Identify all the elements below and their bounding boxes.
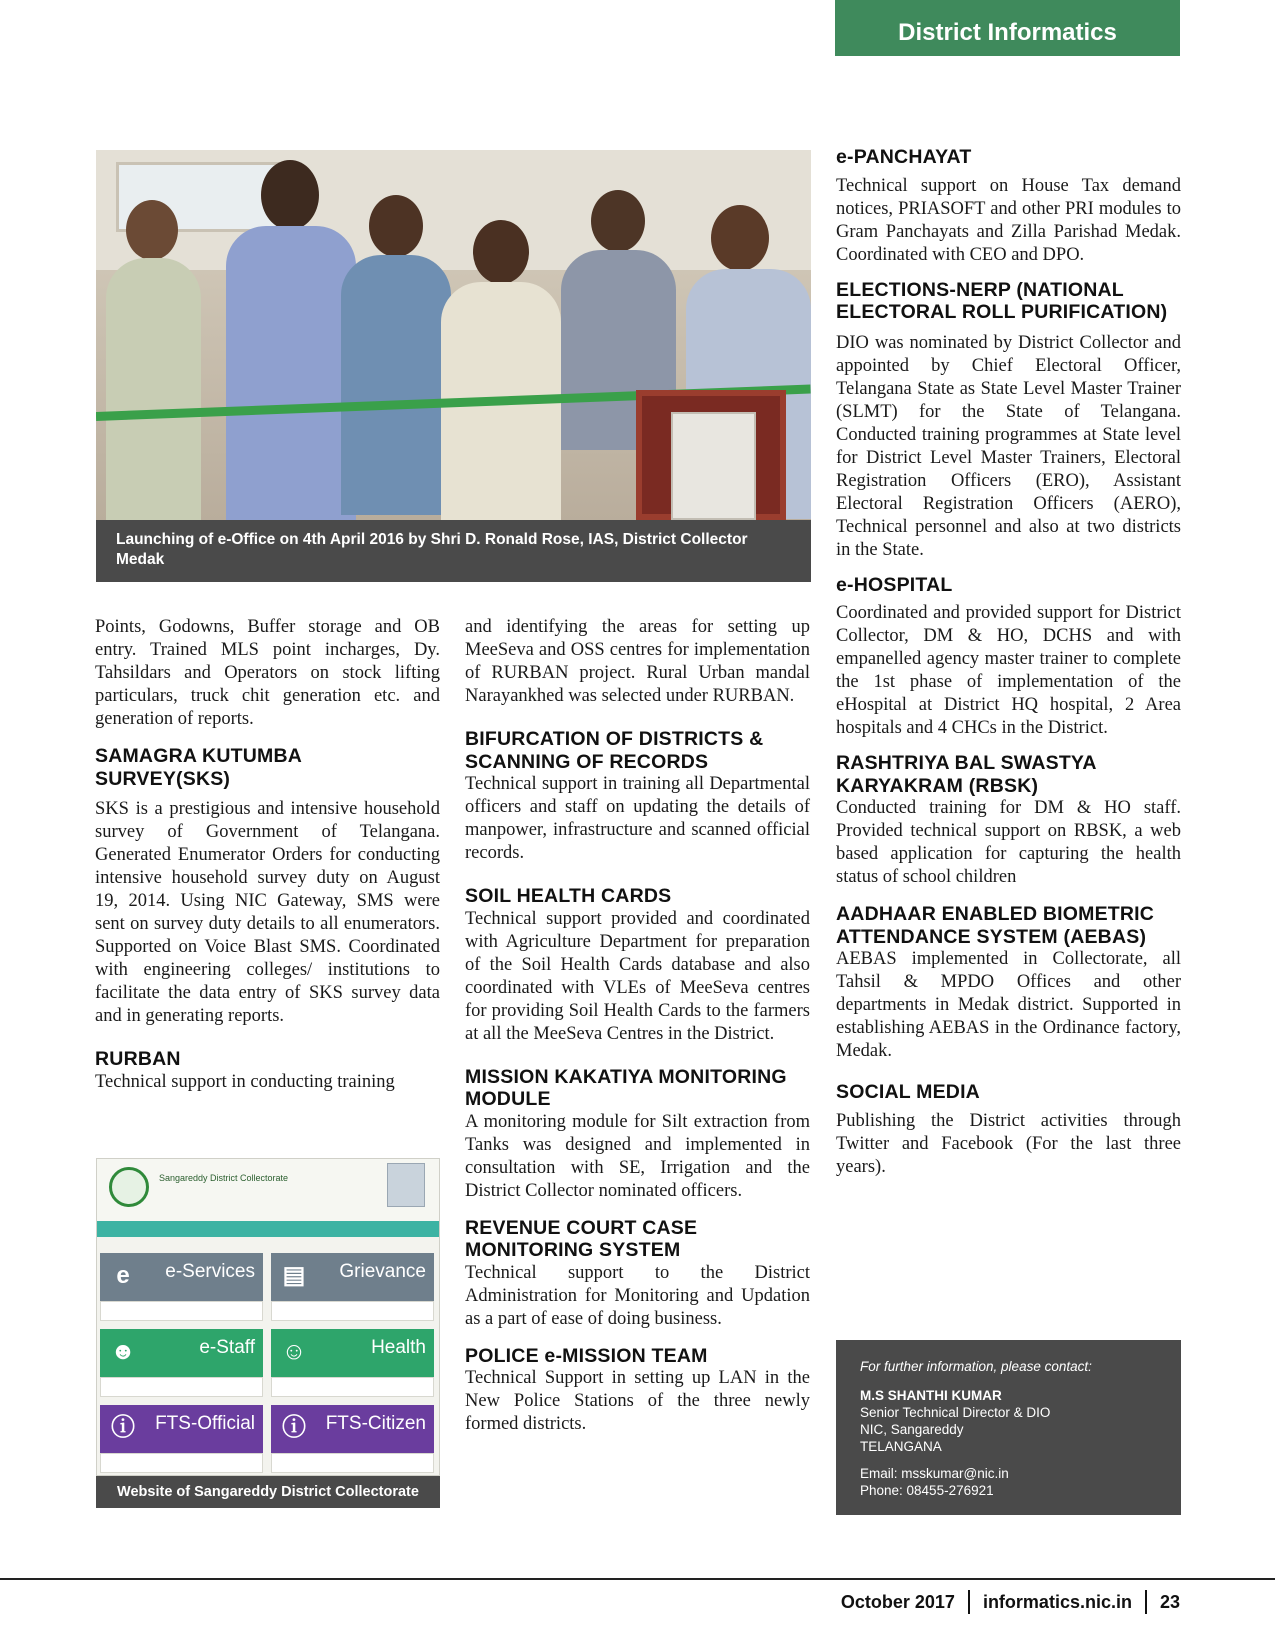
info-icon: ⓘ <box>282 1414 306 1441</box>
paragraph-rurban: Technical support in conducting training <box>95 1071 395 1092</box>
contact-name: M.S SHANTHI KUMAR <box>860 1388 1002 1403</box>
column-middle <box>465 616 810 1436</box>
heading-sks: SAMAGRA KUTUMBA SURVEY(SKS) <box>95 745 302 790</box>
tile-e-staff: ☻ e-Staff <box>100 1329 263 1377</box>
footer-issue: October 2017 <box>840 1591 955 1612</box>
heading-aebas: AADHAAR ENABLED BIOMETRIC ATTENDANCE SYSTEM (AEBAS) <box>836 903 1155 948</box>
portrait-icon <box>387 1163 425 1207</box>
heading-rbsk: RASHTRIYA BAL SWASTYA KARYAKRAM (RBSK) <box>836 752 1096 797</box>
column-right <box>836 146 1181 1179</box>
paragraph-aebas: AEBAS implemented in Collectorate, all Tahsil & MPDO Offices and other departments in Medak district. Supported in establishing AEBAS in the Ordinance factory, Medak. <box>836 949 1181 1061</box>
paragraph-e-hospital: Coordinated and provided support for District Collector, DM & HO, DCHS and with empanelled agency master trainer to complete the 1st phase of implementation of the eHospital at District HQ hospital, 2 Area hospitals and 4 CHCs in the District. <box>836 603 1181 738</box>
photo-caption: Launching of e-Office on 4th April 2016 by Shri D. Ronald Rose, IAS, District Collector Medak <box>96 520 811 582</box>
website-nav-bar <box>97 1221 439 1237</box>
contact-box <box>836 1340 1181 1515</box>
tile-e-services: e e-Services <box>100 1253 263 1301</box>
contact-email: Email: msskumar@nic.in <box>860 1466 1009 1481</box>
heading-social-media: SOCIAL MEDIA <box>836 1081 980 1103</box>
tile-fts-official: ⓘ FTS-Official <box>100 1405 263 1453</box>
contact-intro: For further information, please contact: <box>860 1359 1092 1374</box>
contact-office: NIC, Sangareddy <box>860 1422 964 1437</box>
footer-site: informatics.nic.in <box>982 1591 1132 1612</box>
page-footer <box>841 1590 1180 1614</box>
heading-soil-health: SOIL HEALTH CARDS <box>465 885 672 907</box>
heading-e-hospital: e-HOSPITAL <box>836 573 953 596</box>
contact-phone: Phone: 08455-276921 <box>860 1483 994 1498</box>
event-photo <box>96 150 811 520</box>
intro-paragraph: Points, Godowns, Buffer storage and OB entry. Trained MLS point incharges, Dy. Tahsildars and Operators on stock lifting particulars, truck chit generation etc. and generation of reports. <box>95 617 440 729</box>
footer-rule <box>0 1578 1275 1580</box>
document-icon: ▤ <box>282 1262 306 1289</box>
heading-revenue-court: REVENUE COURT CASE MONITORING SYSTEM <box>465 1216 698 1261</box>
heading-bifurcation: BIFURCATION OF DISTRICTS & SCANNING OF RECORDS <box>465 728 764 773</box>
paragraph-mission-kakatiya: A monitoring module for Silt extraction from Tanks was designed and implemented in consultation with SE, Irrigation and the District Collector nominated officers. <box>465 1111 810 1201</box>
paragraph-sks: SKS is a prestigious and intensive household survey of Government of Telangana. Generated Enumerator Orders for conducting intensive household survey duty on August 19, 2014. Using NIC Gateway, SMS were sent on survey duty details to all enumerators. Supported on Voice Blast SMS. Coordinated with engineering colleges/ institutions to facilitate the data entry of SKS survey data and in generating reports. <box>95 799 440 1026</box>
page-number: 23 <box>1159 1591 1180 1612</box>
tile-fts-citizen: ⓘ FTS-Citizen <box>271 1405 434 1453</box>
info-icon: ⓘ <box>111 1414 135 1441</box>
paragraph-elections: DIO was nominated by District Collector and appointed by Chief Electoral Officer, Telangana State as State Level Master Trainer (SLMT) for the State of Telangana. Conducted training programmes at State level for District Level Master Trainers, Electoral Registration Officers (ERO), Assistant Electoral Registration Officers (AERO), Technical personnel and also at two districts in the State. <box>836 332 1181 560</box>
contact-designation: Senior Technical Director & DIO <box>860 1405 1051 1420</box>
doctor-icon: ☺ <box>281 1338 307 1365</box>
people-icon: ☻ <box>110 1338 136 1365</box>
paragraph-social-media: Publishing the District activities through Twitter and Facebook (For the last three years). <box>836 1110 1181 1177</box>
paragraph-soil-health: Technical support provided and coordinated with Agriculture Department for preparation of the Soil Health Cards database and also coordinated with VLEs of MeeSeva centres for providing Soil Health Cards to the farmers at all the MeeSeva Centres in the District. <box>465 908 810 1044</box>
paragraph-revenue-court: Technical support to the District Administration for Monitoring and Updation as a part of ease of doing business. <box>465 1262 810 1329</box>
emblem-icon <box>109 1167 149 1207</box>
paragraph-police: Technical Support in setting up LAN in the New Police Stations of the three newly formed districts. <box>465 1368 810 1434</box>
contact-state: TELANGANA <box>860 1439 942 1454</box>
column-left <box>95 616 440 1094</box>
heading-rurban: RURBAN <box>95 1048 181 1070</box>
website-caption: Website of Sangareddy District Collectorate <box>96 1476 440 1508</box>
website-screenshot <box>96 1158 440 1476</box>
paragraph-rbsk: Conducted training for DM & HO staff. Provided technical support on RBSK, a web based application for capturing the health status of school children <box>836 798 1181 887</box>
heading-elections: ELECTIONS-NERP (NATIONAL ELECTORAL ROLL PURIFICATION) <box>836 278 1168 323</box>
paragraph-bifurcation: Technical support in training all Departmental officers and staff on updating the details of manpower, infrastructure and scanned official records. <box>465 774 810 863</box>
paragraph-rurban-continued: and identifying the areas for setting up MeeSeva and OSS centres for implementation of RURBAN project. Rural Urban mandal Narayankhed was selected under RURBAN. <box>465 617 810 706</box>
tile-grievance: ▤ Grievance <box>271 1253 434 1301</box>
heading-mission-kakatiya: MISSION KAKATIYA MONITORING MODULE <box>465 1065 787 1110</box>
heading-e-panchayat: e-PANCHAYAT <box>836 146 972 168</box>
e-icon: e <box>116 1262 130 1289</box>
website-title: Sangareddy District Collectorate <box>159 1173 289 1183</box>
tile-health: ☺ Health <box>271 1329 434 1377</box>
heading-police: POLICE e-MISSION TEAM <box>465 1344 708 1367</box>
section-title: District Informatics <box>835 0 1180 56</box>
paragraph-e-panchayat: Technical support on House Tax demand notices, PRIASOFT and other PRI modules to Gram Panchayats and Zilla Parishad Medak. Coordinated with CEO and DPO. <box>836 175 1181 265</box>
